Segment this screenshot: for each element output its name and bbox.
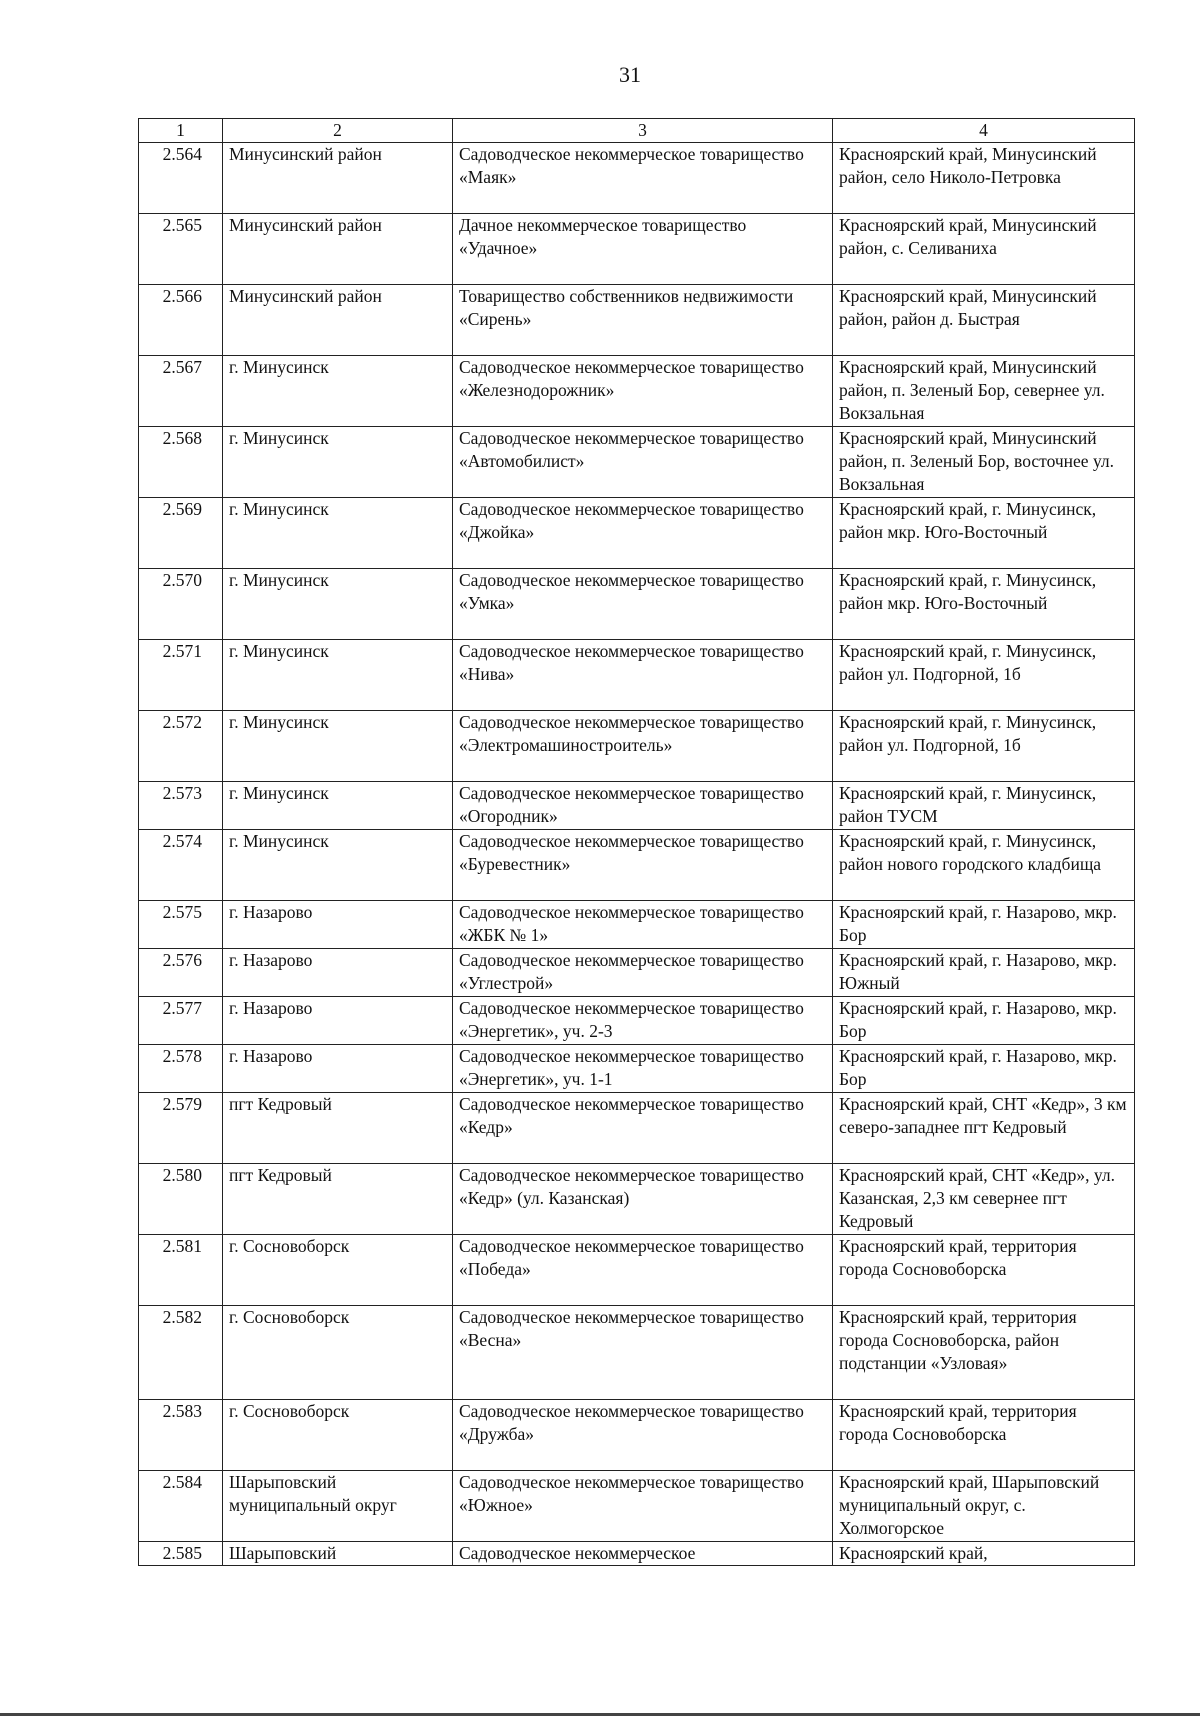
district-cell: г. Сосновоборск <box>223 1306 453 1400</box>
address-cell: Красноярский край, Минусинский район, п. Зеленый Бор, восточнее ул. Вокзальная <box>833 427 1135 498</box>
table-row <box>139 285 1135 356</box>
row-number: 2.566 <box>139 285 223 356</box>
district-cell: г. Назарово <box>223 949 453 997</box>
row-number: 2.578 <box>139 1045 223 1093</box>
organization-name-cell: Садоводческое некоммерческое товарищество «Буревестник» <box>453 830 833 901</box>
row-number: 2.579 <box>139 1093 223 1164</box>
row-number: 2.564 <box>139 143 223 214</box>
address-cell: Красноярский край, г. Минусинск, район ул. Подгорной, 1б <box>833 640 1135 711</box>
district-cell: пгт Кедровый <box>223 1164 453 1235</box>
address-cell: Красноярский край, г. Назарово, мкр. Бор <box>833 997 1135 1045</box>
row-number: 2.575 <box>139 901 223 949</box>
district-cell: Минусинский район <box>223 143 453 214</box>
organization-name-cell: Садоводческое некоммерческое товарищество «Автомобилист» <box>453 427 833 498</box>
register-table <box>138 118 1135 1566</box>
district-cell: Шарыповский муниципальный округ <box>223 1471 453 1542</box>
district-cell: г. Назарово <box>223 901 453 949</box>
organization-name-cell: Садоводческое некоммерческое товарищество «Углестрой» <box>453 949 833 997</box>
address-cell: Красноярский край, СНТ «Кедр», ул. Казанская, 2,3 км севернее пгт Кедровый <box>833 1164 1135 1235</box>
table-row <box>139 1093 1135 1164</box>
row-number: 2.584 <box>139 1471 223 1542</box>
row-number: 2.570 <box>139 569 223 640</box>
address-cell: Красноярский край, г. Минусинск, район мкр. Юго-Восточный <box>833 569 1135 640</box>
address-cell: Красноярский край, г. Назарово, мкр. Бор <box>833 901 1135 949</box>
address-cell: Красноярский край, г. Минусинск, район мкр. Юго-Восточный <box>833 498 1135 569</box>
organization-name-cell: Садоводческое некоммерческое товарищество «Весна» <box>453 1306 833 1400</box>
organization-name-cell: Садоводческое некоммерческое товарищество «Железнодорожник» <box>453 356 833 427</box>
table-row <box>139 830 1135 901</box>
row-number: 2.567 <box>139 356 223 427</box>
table-row <box>139 901 1135 949</box>
row-number: 2.577 <box>139 997 223 1045</box>
address-cell: Красноярский край, Минусинский район, с. Селиваниха <box>833 214 1135 285</box>
table-row <box>139 427 1135 498</box>
row-number: 2.582 <box>139 1306 223 1400</box>
address-cell: Красноярский край, Минусинский район, село Николо-Петровка <box>833 143 1135 214</box>
table-row <box>139 1306 1135 1400</box>
table-row <box>139 1164 1135 1235</box>
district-cell: г. Назарово <box>223 997 453 1045</box>
row-number: 2.573 <box>139 782 223 830</box>
district-cell: г. Назарово <box>223 1045 453 1093</box>
address-cell: Красноярский край, территория города Сосновоборска <box>833 1400 1135 1471</box>
organization-name-cell: Дачное некоммерческое товарищество «Удачное» <box>453 214 833 285</box>
row-number: 2.576 <box>139 949 223 997</box>
organization-name-cell: Садоводческое некоммерческое товарищество «Джойка» <box>453 498 833 569</box>
organization-name-cell: Садоводческое некоммерческое товарищество «Маяк» <box>453 143 833 214</box>
address-cell: Красноярский край, территория города Сосновоборска <box>833 1235 1135 1306</box>
table-row <box>139 1471 1135 1542</box>
row-number: 2.568 <box>139 427 223 498</box>
address-cell: Красноярский край, г. Минусинск, район ул. Подгорной, 1б <box>833 711 1135 782</box>
column-number: 3 <box>453 119 833 143</box>
address-cell: Красноярский край, Минусинский район, п. Зеленый Бор, севернее ул. Вокзальная <box>833 356 1135 427</box>
organization-name-cell: Садоводческое некоммерческое товарищество «Энергетик», уч. 2-3 <box>453 997 833 1045</box>
table-row <box>139 711 1135 782</box>
address-cell: Красноярский край, г. Назарово, мкр. Бор <box>833 1045 1135 1093</box>
row-number: 2.585 <box>139 1542 223 1566</box>
district-cell: г. Минусинск <box>223 427 453 498</box>
row-number: 2.565 <box>139 214 223 285</box>
column-number: 4 <box>833 119 1135 143</box>
table-row <box>139 1400 1135 1471</box>
page-number: 31 <box>619 62 641 87</box>
table-row <box>139 569 1135 640</box>
address-cell: Красноярский край, г. Минусинск, район нового городского кладбища <box>833 830 1135 901</box>
address-cell: Красноярский край, г. Минусинск, район ТУСМ <box>833 782 1135 830</box>
row-number: 2.572 <box>139 711 223 782</box>
organization-name-cell: Садоводческое некоммерческое товарищество «Кедр» <box>453 1093 833 1164</box>
address-cell: Красноярский край, Шарыповский муниципальный округ, с. Холмогорское <box>833 1471 1135 1542</box>
register-table-body <box>139 119 1135 1566</box>
organization-name-cell: Садоводческое некоммерческое товарищество «ЖБК № 1» <box>453 901 833 949</box>
row-number: 2.571 <box>139 640 223 711</box>
organization-name-cell: Садоводческое некоммерческое <box>453 1542 833 1566</box>
column-number-row <box>139 119 1135 143</box>
table-row <box>139 1542 1135 1566</box>
district-cell: г. Минусинск <box>223 640 453 711</box>
organization-name-cell: Садоводческое некоммерческое товарищество «Энергетик», уч. 1-1 <box>453 1045 833 1093</box>
organization-name-cell: Садоводческое некоммерческое товарищество «Победа» <box>453 1235 833 1306</box>
organization-name-cell: Садоводческое некоммерческое товарищество «Умка» <box>453 569 833 640</box>
table-row <box>139 1045 1135 1093</box>
table-row <box>139 640 1135 711</box>
table-row <box>139 782 1135 830</box>
table-row <box>139 1235 1135 1306</box>
district-cell: г. Минусинск <box>223 569 453 640</box>
row-number: 2.574 <box>139 830 223 901</box>
district-cell: Шарыповский <box>223 1542 453 1566</box>
column-number: 1 <box>139 119 223 143</box>
column-number: 2 <box>223 119 453 143</box>
table-row <box>139 214 1135 285</box>
district-cell: г. Минусинск <box>223 356 453 427</box>
address-cell: Красноярский край, <box>833 1542 1135 1566</box>
table-row <box>139 949 1135 997</box>
district-cell: Минусинский район <box>223 285 453 356</box>
district-cell: г. Минусинск <box>223 498 453 569</box>
row-number: 2.569 <box>139 498 223 569</box>
organization-name-cell: Садоводческое некоммерческое товарищество «Дружба» <box>453 1400 833 1471</box>
organization-name-cell: Товарищество собственников недвижимости «Сирень» <box>453 285 833 356</box>
table-row <box>139 997 1135 1045</box>
row-number: 2.581 <box>139 1235 223 1306</box>
address-cell: Красноярский край, Минусинский район, район д. Быстрая <box>833 285 1135 356</box>
organization-name-cell: Садоводческое некоммерческое товарищество «Нива» <box>453 640 833 711</box>
table-row <box>139 498 1135 569</box>
table-row <box>139 356 1135 427</box>
row-number: 2.580 <box>139 1164 223 1235</box>
address-cell: Красноярский край, СНТ «Кедр», 3 км северо-западнее пгт Кедровый <box>833 1093 1135 1164</box>
organization-name-cell: Садоводческое некоммерческое товарищество «Кедр» (ул. Казанская) <box>453 1164 833 1235</box>
table-row <box>139 143 1135 214</box>
page-bottom-rule <box>0 1713 1200 1716</box>
district-cell: г. Сосновоборск <box>223 1235 453 1306</box>
organization-name-cell: Садоводческое некоммерческое товарищество «Электромашиностроитель» <box>453 711 833 782</box>
district-cell: пгт Кедровый <box>223 1093 453 1164</box>
district-cell: г. Минусинск <box>223 782 453 830</box>
district-cell: г. Минусинск <box>223 711 453 782</box>
district-cell: г. Минусинск <box>223 830 453 901</box>
organization-name-cell: Садоводческое некоммерческое товарищество «Огородник» <box>453 782 833 830</box>
district-cell: Минусинский район <box>223 214 453 285</box>
organization-name-cell: Садоводческое некоммерческое товарищество «Южное» <box>453 1471 833 1542</box>
district-cell: г. Сосновоборск <box>223 1400 453 1471</box>
row-number: 2.583 <box>139 1400 223 1471</box>
address-cell: Красноярский край, территория города Сосновоборска, район подстанции «Узловая» <box>833 1306 1135 1400</box>
address-cell: Красноярский край, г. Назарово, мкр. Южный <box>833 949 1135 997</box>
